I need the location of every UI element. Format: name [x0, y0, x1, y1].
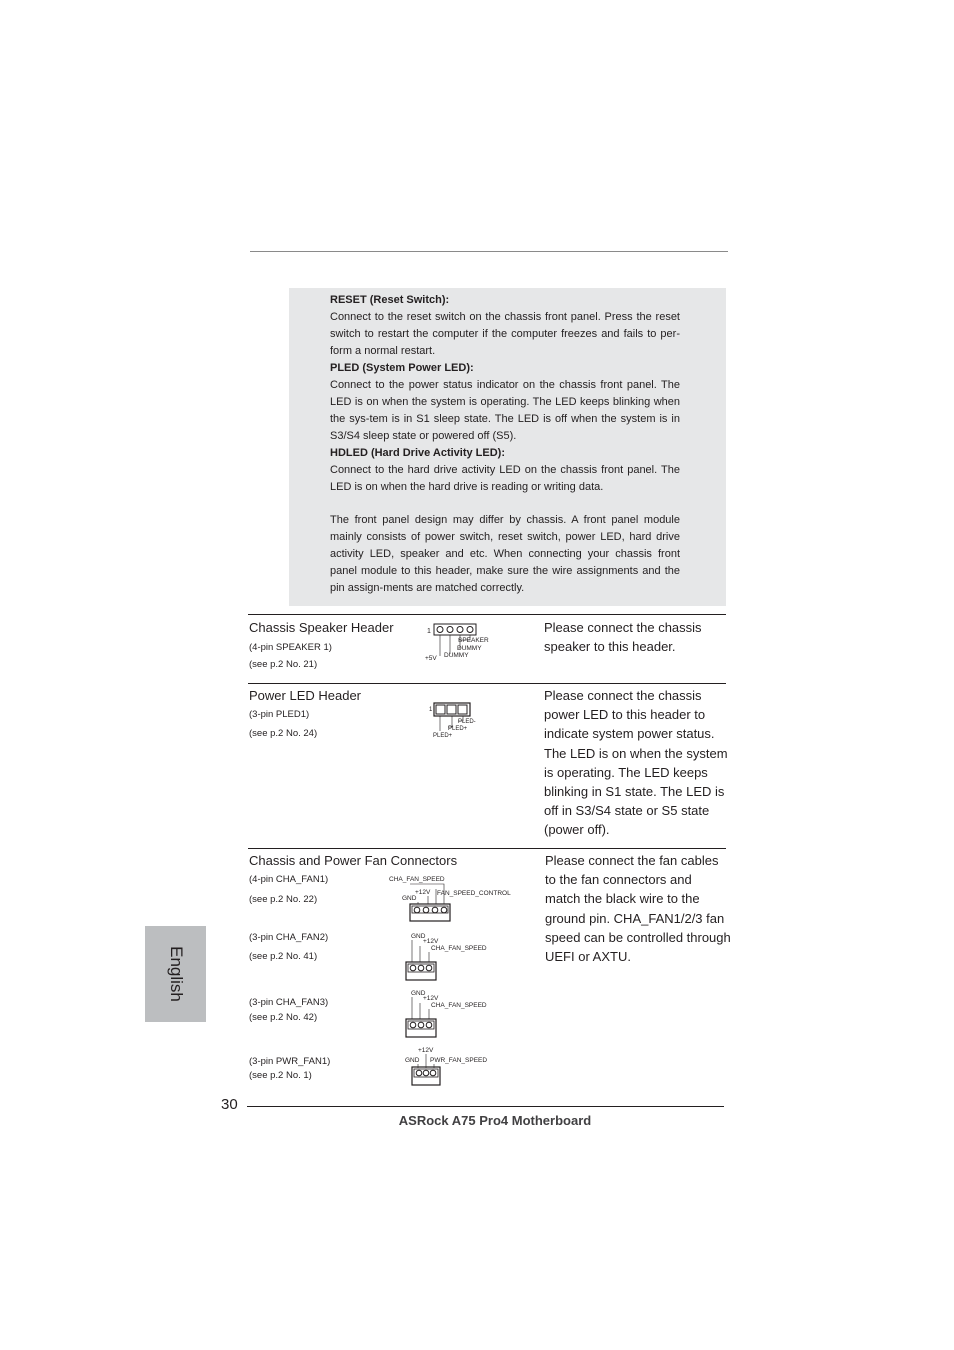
- hdled-text: Connect to the hard drive activity LED on the chassis front panel. The LED is on when the hard drive is reading or writing data.: [330, 464, 680, 493]
- speaker-see-ref: (see p.2 No. 21): [249, 659, 318, 670]
- cha-fan3-pin-label: (3-pin CHA_FAN3): [249, 997, 329, 1008]
- hdled-title: HDLED (Hard Drive Activity LED):: [330, 447, 506, 459]
- cha-fan1-label-4: GND: [402, 895, 417, 902]
- cha-fan1-pin-label: (4-pin CHA_FAN1): [249, 874, 329, 885]
- language-tab: [145, 926, 206, 1022]
- cha-fan3-connector-diagram: [400, 985, 500, 1041]
- pwr-fan1-pin-label: (3-pin PWR_FAN1): [249, 1056, 331, 1067]
- pled-title: PLED (System Power LED):: [330, 362, 474, 374]
- language-label: English: [166, 946, 186, 1002]
- front-panel-note-box: [289, 288, 726, 606]
- reset-text: Connect to the reset switch on the chassis front panel. Press the reset switch to restart the computer if the computer freezes and fails to per-form a normal restart.: [330, 311, 680, 357]
- cha-fan1-connector-diagram: [385, 870, 525, 925]
- cha-fan1-label-3: FAN_SPEED_CONTROL: [437, 890, 511, 897]
- cha-fan1-label-1: CHA_FAN_SPEED: [389, 876, 445, 883]
- cha-fan2-see-ref: (see p.2 No. 41): [249, 951, 318, 962]
- page-number: 30: [221, 1096, 238, 1113]
- speaker-label-1: SPEAKER: [458, 637, 489, 644]
- power-led-pin-label: (3-pin PLED1): [249, 709, 310, 720]
- cha-fan3-label-3: CHA_FAN_SPEED: [431, 1002, 487, 1009]
- cha-fan3-label-2: +12V: [423, 995, 439, 1002]
- speaker-pin-label: (4-pin SPEAKER 1): [249, 642, 332, 653]
- cha-fan1-see-ref: (see p.2 No. 22): [249, 894, 318, 905]
- speaker-header-title: Chassis Speaker Header: [249, 620, 394, 635]
- footer-rule: [247, 1106, 724, 1107]
- fan-connectors-title: Chassis and Power Fan Connectors: [249, 853, 458, 868]
- power-led-label-2: PLED+: [448, 726, 468, 732]
- pwr-fan1-label-3: PWR_FAN_SPEED: [430, 1057, 488, 1064]
- power-led-connector-diagram: [428, 700, 488, 742]
- cha-fan1-label-2: +12V: [415, 889, 431, 896]
- divider-fans: [248, 848, 726, 849]
- footer-product-name: ASRock A75 Pro4 Motherboard: [398, 1113, 592, 1128]
- divider-speaker: [248, 614, 726, 615]
- power-led-label-1: PLED-: [458, 719, 476, 725]
- pwr-fan1-label-1: +12V: [418, 1047, 434, 1054]
- speaker-label-4: DUMMY: [444, 652, 469, 659]
- speaker-connector-diagram: [420, 620, 530, 666]
- power-led-see-ref: (see p.2 No. 24): [249, 728, 318, 739]
- cha-fan3-see-ref: (see p.2 No. 42): [249, 1012, 318, 1023]
- pwr-fan1-see-ref: (see p.2 No. 1): [249, 1070, 312, 1081]
- cha-fan2-connector-diagram: [400, 928, 500, 984]
- cha-fan2-label-2: +12V: [423, 938, 439, 945]
- top-divider: [250, 251, 728, 252]
- speaker-pin1-label: 1: [427, 628, 431, 635]
- power-led-label-3: PLED+: [433, 733, 453, 739]
- speaker-label-2: DUMMY: [457, 645, 482, 652]
- fan-description: Please connect the fan cables to the fan connectors and match the black wire to the ground pin. CHA_FAN1/2/3 fan speed can be controlled through UEFI or AXTU.: [545, 853, 731, 965]
- cha-fan2-label-3: CHA_FAN_SPEED: [431, 945, 487, 952]
- cha-fan2-pin-label: (3-pin CHA_FAN2): [249, 932, 329, 943]
- divider-power-led: [248, 683, 726, 684]
- cha-fan2-label-1: GND: [411, 933, 426, 940]
- speaker-description: Please connect the chassis speaker to this header.: [544, 620, 702, 655]
- pled-text: Connect to the power status indicator on the chassis front panel. The LED is on when the system is operating. The LED keeps blinking when the sys-tem is in S1 sleep state. The LED is off when the system is in S3/S4 sleep state or powered off (S5).: [330, 379, 680, 442]
- power-led-pin1-label: 1: [429, 707, 433, 713]
- power-led-description: Please connect the chassis power LED to this header to indicate system power status. The LED is on when the system is operating. The LED keeps blinking in S1 state. The LED is off in S3/S4 state or S5 state (power off).: [544, 688, 728, 838]
- speaker-label-3: +5V: [425, 655, 437, 662]
- pwr-fan1-label-2: GND: [405, 1057, 420, 1064]
- pwr-fan1-connector-diagram: [400, 1042, 500, 1090]
- front-panel-text: The front panel design may differ by chassis. A front panel module mainly consists of power switch, reset switch, power LED, hard drive activity LED, speaker and etc. When connecting your chassis front panel module to this header, make sure the wire assignments and the pin assign-ments are matched correctly.: [330, 514, 680, 594]
- reset-title: RESET (Reset Switch):: [330, 294, 450, 306]
- power-led-header-title: Power LED Header: [249, 688, 361, 703]
- cha-fan3-label-1: GND: [411, 990, 426, 997]
